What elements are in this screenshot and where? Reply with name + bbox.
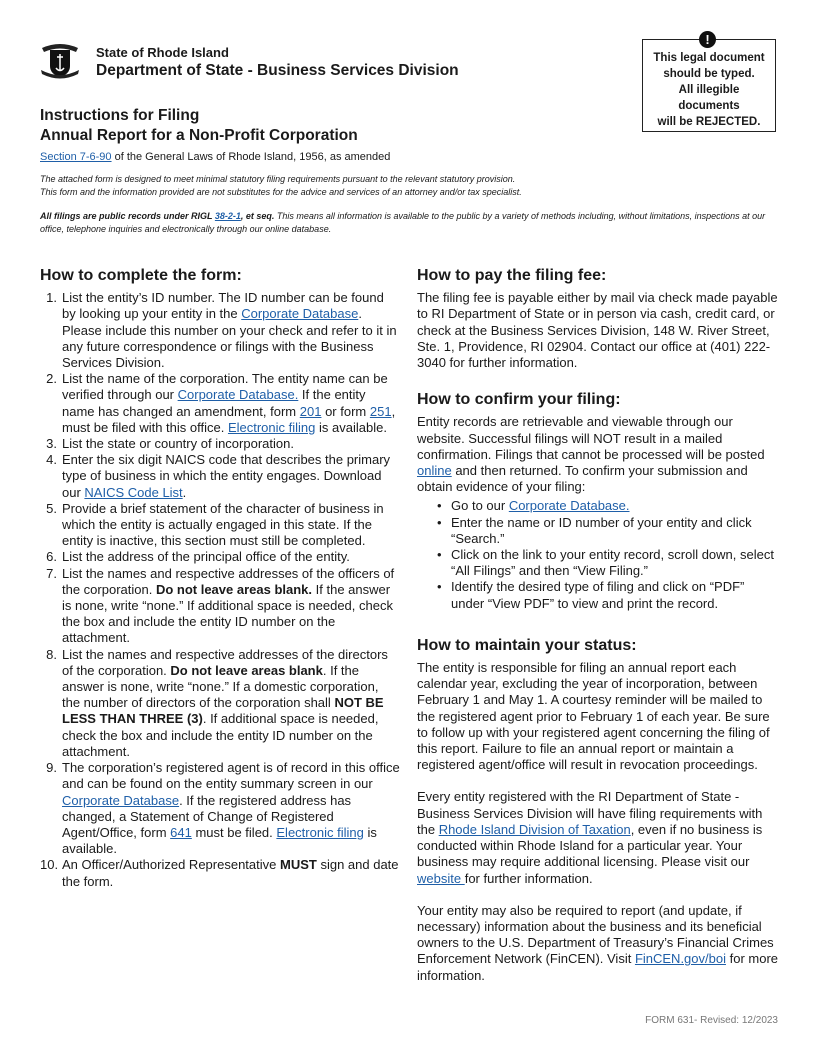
text-run: All filings are public records under RIGL [40,211,215,221]
text-run: Do not leave areas blank [170,662,323,678]
item-number: 1. [46,290,57,306]
instruction-item [40,647,400,760]
item-number: 8. [46,646,57,662]
text-run: . If the answer is none, write “none.” If a domestic corporation, the number of directors of the corporation shall [62,662,379,711]
link[interactable]: Electronic filing [227,419,316,435]
text-run: The corporation’s registered agent is of record in this office and can be found on the entity summary screen in our [62,760,400,792]
text-run: Identify the desired type of filing and click on “PDF” under “View PDF” to view and print the record. [451,579,745,611]
confirm-step [437,579,779,611]
text-run: The filing fee is payable either by mail via check made payable to RI Department of State or in person via cash, credit card, or check at the Business Services Division, 148 W. River Street, Ste. 1, Providence, RI 02904. Contact our office at (401) 222-3040 for further information. [417,290,778,371]
text-run: Entity records are retrievable and viewable through our website. Successful filings will NOT result in a mailed confirmation. Filings that cannot be processed will be posted [417,414,765,462]
text-run: If the answer is none, write “none.” If additional space is needed, check the box and include the entity ID number on the attachment. [62,581,393,646]
text-run: List the entity’s ID number. The ID number can be found by looking up your entity in the [62,290,384,322]
text-run: is available. [315,419,387,435]
disclaimer-line: This form and the information provided are not substitutes for the advice and services of an attorney and/or tax specialist. [40,186,522,197]
text-run: If the entity name has changed an amendment, form [62,387,366,419]
text-run: MUST [280,857,317,873]
item-number: 2. [46,371,57,387]
confirm-step [437,498,779,514]
text-run: . Please include this number on your check and refer to it in any future correspondence or filings with the Business Services Division. [62,306,397,371]
disclaimer-line: The attached form is designed to meet minimal statutory filing requirements pursuant to the relevant statutory provision. [40,174,516,184]
confirm-step [437,515,779,547]
link[interactable]: NAICS Code List [84,484,183,500]
link[interactable]: Corporate Database. [177,387,299,403]
text-run: Click on the link to your entity record, scroll down, select “All Filings” and then “View Filing.” [451,547,774,579]
instruction-item [40,452,400,501]
item-number: 4. [46,452,57,468]
notice-line: documents [678,100,740,112]
state-seal-logo [38,40,82,80]
text-run: List the names and respective addresses of the officers of the corporation. [62,565,395,597]
text-run: The entity is responsible for filing an annual report each calendar year, excluding the year of incorporation, between February 1 and May 1. A courtesy reminder will be mailed to the registered agent prior to February 1 of each year. Be sure to follow up with your registered agent concerning the filing of this report. Failure to file an annual report or maintain a registered agent/office will result in revocation proceedings. [417,660,770,773]
maintain-paragraph [417,789,779,886]
statute-reference [40,151,390,163]
public-records-notice [40,210,780,235]
item-number: 10. [40,857,59,873]
confirm-steps-list [417,498,779,611]
link[interactable]: website [417,870,465,886]
pay-heading: How to pay the filing fee: [417,267,607,284]
notice-line: will be REJECTED. [657,116,761,128]
item-number: 5. [46,500,57,516]
instruction-item [40,566,400,647]
text-run: for more information. [417,951,778,983]
item-number: 6. [46,549,57,565]
link[interactable]: Electronic filing [276,824,364,840]
confirm-heading: How to confirm your filing: [417,391,621,409]
maintain-paragraph [417,903,779,984]
text-run: NOT BE LESS THAN THREE (3) [62,695,384,727]
text-run: Do not leave areas blank. [155,581,313,597]
instruction-item [40,290,400,371]
confirm-text [417,414,779,495]
link[interactable]: Corporate Database [241,306,359,322]
link[interactable]: 641 [170,824,192,840]
notice-line: This legal document [653,52,765,64]
item-number: 9. [46,760,57,776]
text-run: is available. [62,824,377,857]
link[interactable]: Corporate Database. [508,498,630,514]
link[interactable]: online [417,463,452,479]
link[interactable]: FinCEN.gov/boi [634,951,726,967]
text-run: sign and date the form. [62,857,399,889]
text-run: for further information. [464,870,593,886]
title-line: Instructions for Filing [40,107,200,124]
item-number: 3. [46,436,57,452]
text-run: , must be filed with this office. [62,403,396,435]
confirm-step [437,547,779,579]
text-run: . If additional space is needed, check the box and include the entity ID number on the attachment. [62,711,379,759]
link[interactable]: 201 [299,403,322,419]
link[interactable]: Rhode Island Division of Taxation [438,821,631,837]
link[interactable]: Corporate Database [62,792,180,808]
complete-heading: How to complete the form: [40,267,242,284]
left-column [40,268,400,890]
text-run: Your entity may also be required to report (and update, if necessary) information about the business and its beneficial owners to the U.S. Department of Treasury’s Financial Crimes Enforcement Network (FinCEN). Visit [417,902,774,967]
instructions-list [40,290,400,890]
form-footer: FORM 631- Revised: 12/2023 [645,1015,778,1026]
text-run: . [182,484,187,500]
text-run: List the state or country of incorporation. [62,436,294,452]
instruction-item [40,857,400,889]
text-run: . If the registered address has changed, a Statement of Change of Registered Agent/Office, form [62,792,352,840]
maintain-heading: How to maintain your status: [417,636,637,654]
title-line: Annual Report for a Non-Profit Corporation [40,127,358,144]
pay-text [417,290,779,371]
maintain-paragraph [417,660,779,773]
text-run: Enter the six digit NAICS code that describes the primary type of business in which the entity engages. Download our [62,452,391,500]
section-text: of the General Laws of Rhode Island, 1956, as amended [111,151,391,163]
state-name: State of Rhode Island [96,45,229,60]
link[interactable]: 251 [369,403,392,419]
text-run: , even if no business is conducted within Rhode Island for a particular year. Your business may require additional licensing. Please visit our [417,821,763,870]
disclaimer [40,173,780,198]
maintain-section [417,660,779,984]
text-run: Enter the name or ID number of your entity and click “Search.” [451,514,752,546]
exclamation-icon: ! [699,31,716,48]
department-name: Department of State - Business Services Division [96,62,459,79]
text-run: Go to our [451,498,509,514]
link[interactable]: 38-2-1 [214,211,241,221]
instruction-item [40,436,400,452]
text-run: An Officer/Authorized Representative [62,857,280,873]
text-run: List the address of the principal office of the entity. [62,549,350,565]
text-run: List the names and respective addresses of the directors of the corporation. [62,646,388,678]
text-run: and then returned. To confirm your submission and obtain evidence of your filing: [417,463,748,495]
instruction-item [40,371,400,436]
text-run: Provide a brief statement of the character of business in which the entity is actually engaged in this state. If the entity is inactive, this section must still be completed. [62,500,384,549]
item-number: 7. [46,565,57,581]
right-column [417,268,779,984]
section-link[interactable]: Section 7-6-90 [40,151,112,163]
text-run: Every entity registered with the RI Department of State - Business Services Division will have filing requirements with the [417,789,763,837]
text-run: , et seq. [240,211,275,221]
notice-line: All illegible [678,84,740,96]
legal-notice-box [642,39,776,132]
instruction-item [40,501,400,550]
instruction-item [40,760,400,857]
notice-line: should be typed. [663,68,755,80]
instruction-item [40,549,400,565]
text-run: This means all information is available to the public by a variety of methods including, without limitations, inspections at our office, telephone inquiries and electronically through our online database. [40,211,766,234]
text-run: List the name of the corporation. The entity name can be verified through our [62,371,388,403]
page-title [40,106,358,146]
text-run: or form [321,403,370,419]
text-run: must be filed. [191,824,277,840]
